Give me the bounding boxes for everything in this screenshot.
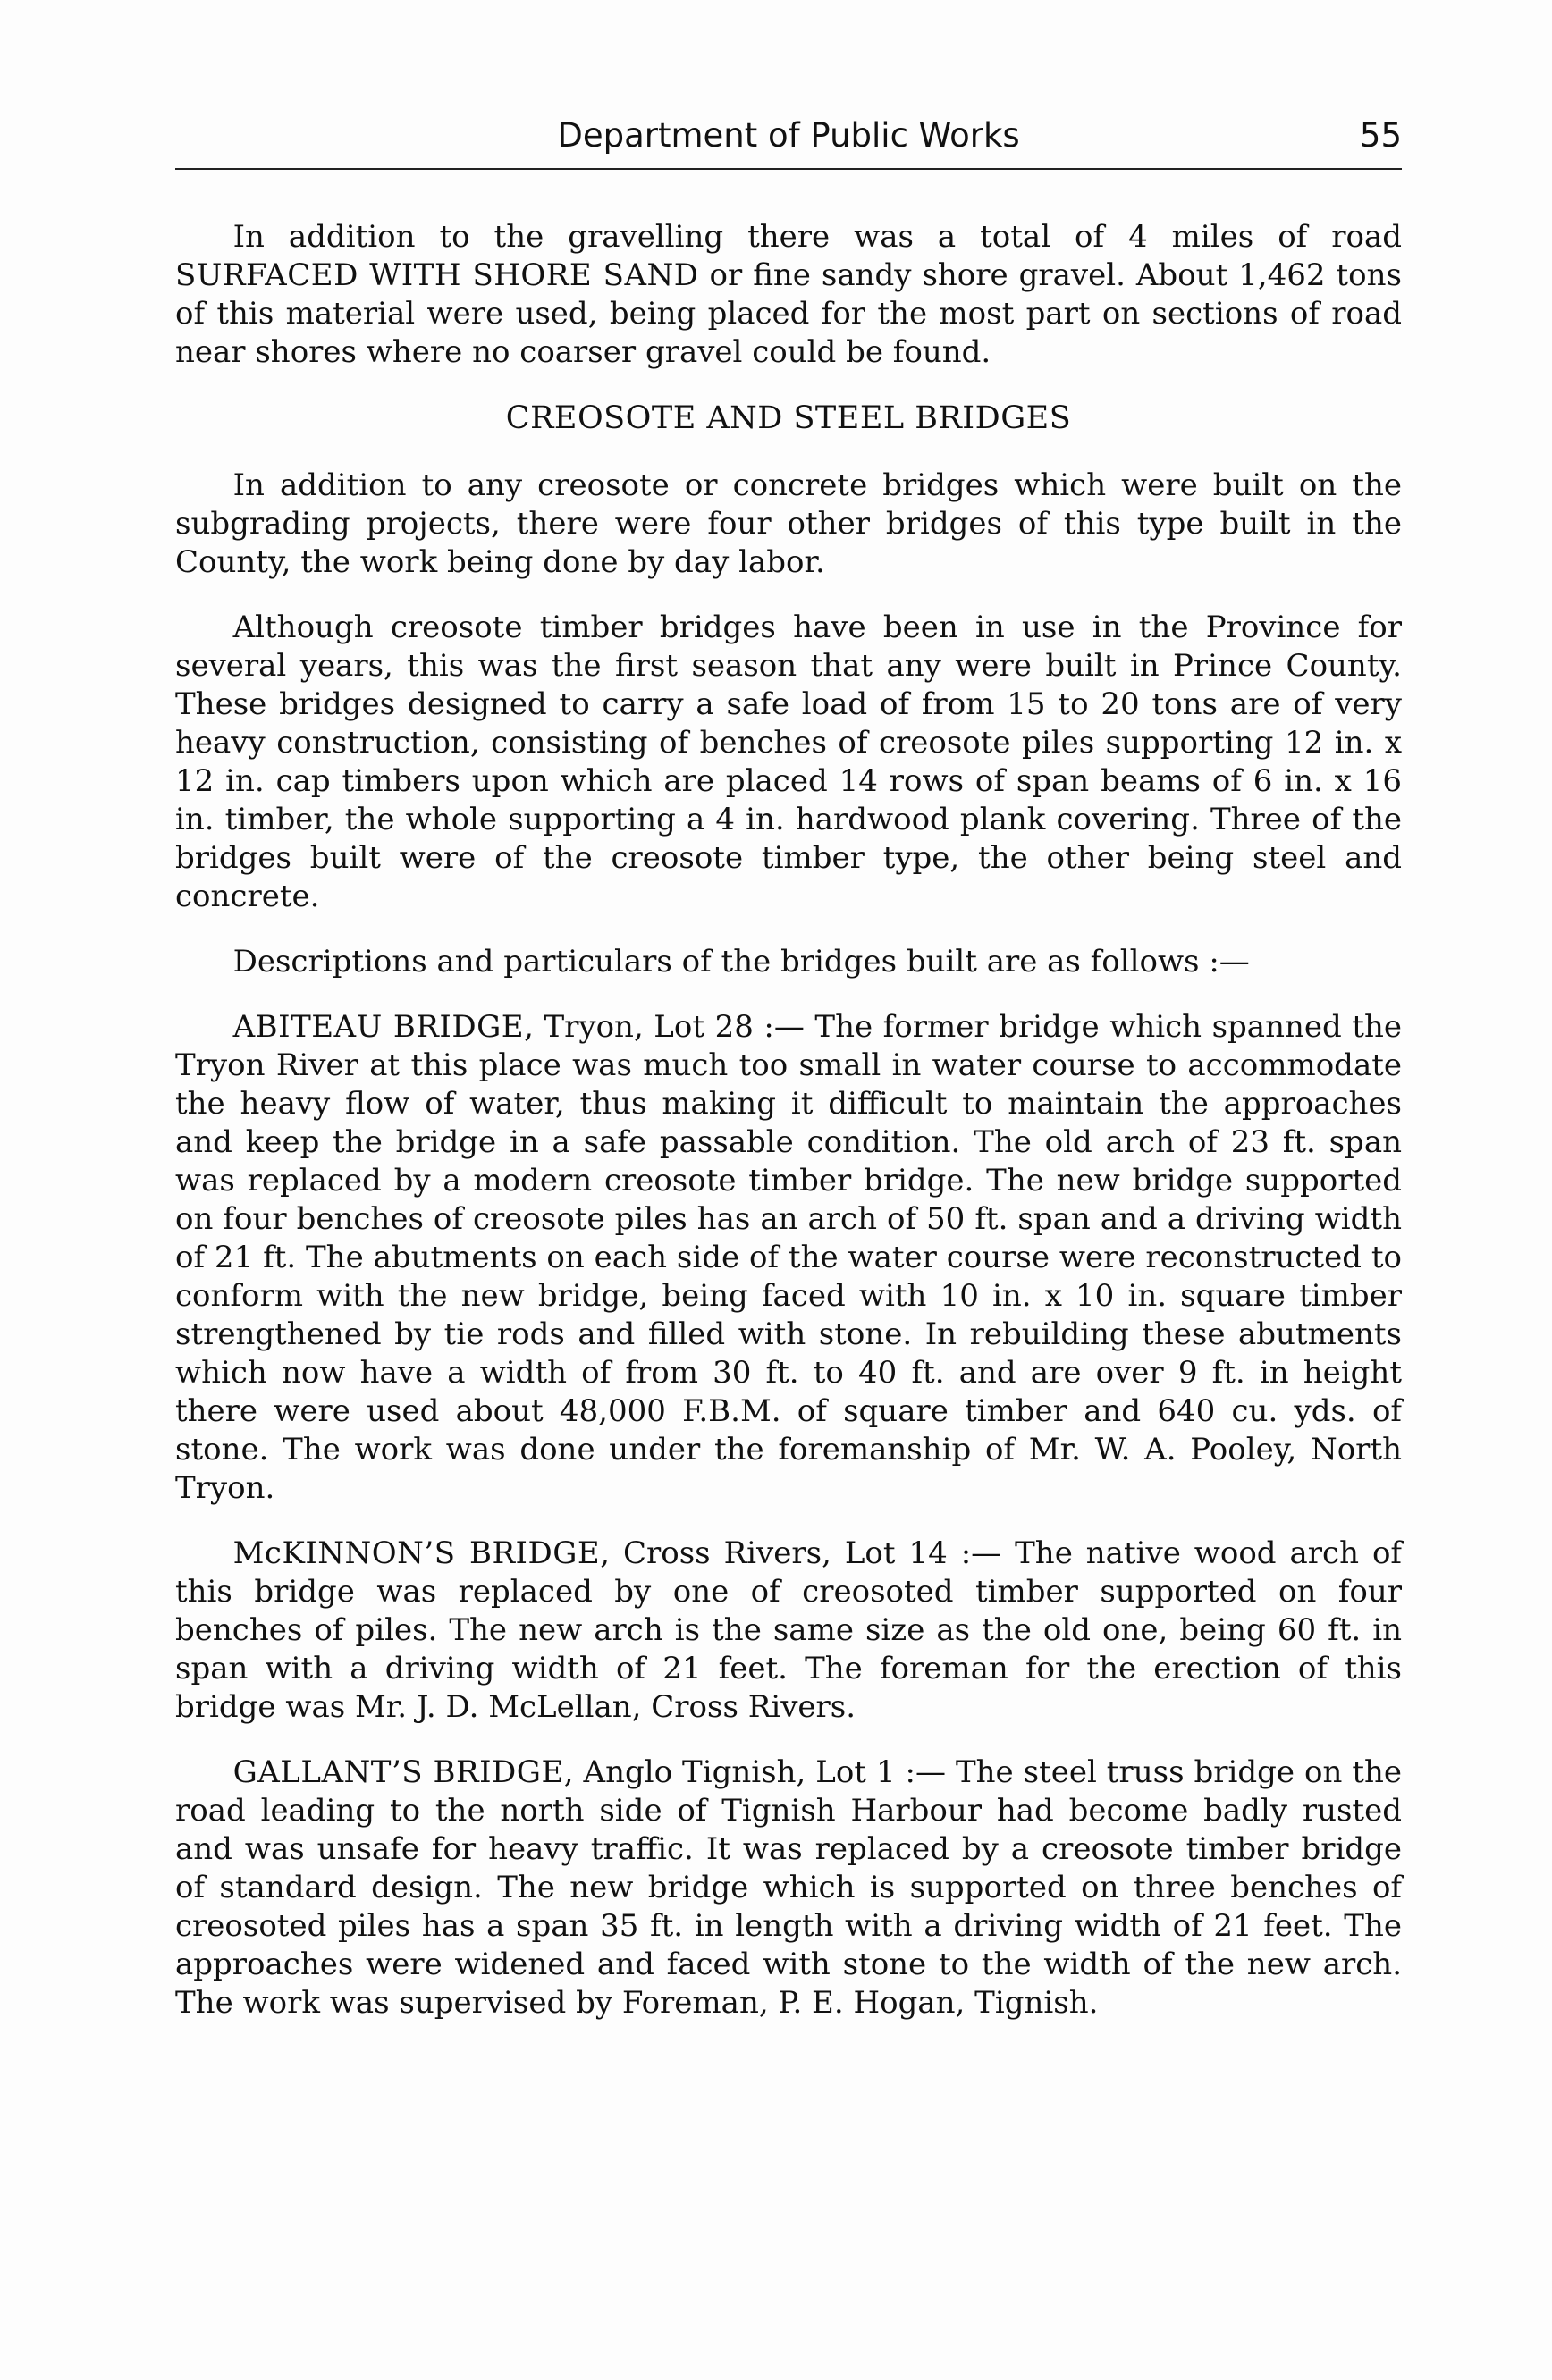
paragraph-surfaced xyxy=(175,218,1402,372)
gallant-bridge-text: , Anglo Tignish, Lot 1 :— The steel truss bridge on the road leading to the north side of Tignish Harbour had become badly rusted and was unsafe for heavy traffic. It was replaced by a creosote timber bridge of standard design. The new bridge which is supported on three benches of creosoted piles has a span 35 ft. in length with a driving width of 21 feet. The approaches were widened and faced with stone to the width of the new arch. The work was supervised by Foreman, P. E. Hogan, Tignish. xyxy=(175,1754,1402,2021)
surfaced-lead: In addition to the gravelling there was a total of 4 miles of road xyxy=(232,219,1402,255)
mckinnon-bridge-text: , Cross Rivers, Lot 14 :— The native wood arch of this bridge was replaced by one of creosoted timber supported on four benches of piles. The new arch is the same size as the old one, being 60 ft. in span with a driving width of 21 feet. The foreman for the erection of this bridge was Mr. J. D. McLellan, Cross Rivers. xyxy=(175,1535,1402,1725)
gallant-bridge-name: GALLANT’S BRIDGE xyxy=(232,1754,564,1790)
running-header xyxy=(175,114,1402,170)
paragraph-mckinnon-bridge xyxy=(175,1535,1402,1727)
surfaced-caps: SURFACED WITH SHORE SAND xyxy=(175,257,699,293)
page-number: 55 xyxy=(1359,116,1402,155)
paragraph-gallant-bridge xyxy=(175,1753,1402,2023)
mckinnon-bridge-name: McKINNON’S BRIDGE xyxy=(232,1535,601,1571)
surfaced-rest: or fine sandy shore gravel. About 1,462 tons of this material were used, being placed for the most part on sections of road near shores where no coarser gravel could be found. xyxy=(175,257,1402,370)
header-title: Department of Public Works xyxy=(557,116,1020,155)
abiteau-bridge-text: , Tryon, Lot 28 :— The former bridge which spanned the Tryon River at this place was much too small in water course to accommodate the heavy flow of water, thus making it difficult to maintain the approaches and keep the bridge in a safe passable condition. The old arch of 23 ft. span was replaced by a modern creosote timber bridge. The new bridge supported on four benches of creosote piles has an arch of 50 ft. span and a driving width of 21 ft. The abutments on each side of the water course were reconstructed to conform with the new bridge, being faced with 10 in. x 10 in. square timber strengthened by tie rods and filled with stone. In rebuilding these abutments which now have a width of from 30 ft. to 40 ft. and are over 9 ft. in height there were used about 48,000 F.B.M. of square timber and 640 cu. yds. of stone. The work was done under the foremanship of Mr. W. A. Pooley, North Tryon. xyxy=(175,1009,1402,1506)
paragraph-abiteau-bridge xyxy=(175,1008,1402,1508)
paragraph-construction: Although creosote timber bridges have been in use in the Province for several years, this was the first season that any were built in Prince County. These bridges designed to carry a safe load of from 15 to 20 tons are of very heavy construction, consisting of benches of creosote piles supporting 12 in. x 12 in. cap timbers upon which are placed 14 rows of span beams of 6 in. x 16 in. timber, the whole supporting a 4 in. hardwood plank covering. Three of the bridges built were of the creosote timber type, the other being steel and concrete. xyxy=(175,610,1402,914)
paragraph-descriptions: Descriptions and particulars of the bridges built are as follows :— xyxy=(232,944,1250,980)
section-heading-creosote-steel-bridges: CREOSOTE AND STEEL BRIDGES xyxy=(505,400,1072,436)
body-text xyxy=(175,218,1402,2049)
paragraph-intro: In addition to any creosote or concrete bridges which were built on the subgrading projects, there were four other bridges of this type built in the County, the work being done by day labor. xyxy=(175,467,1402,580)
abiteau-bridge-name: ABITEAU BRIDGE xyxy=(232,1009,525,1045)
